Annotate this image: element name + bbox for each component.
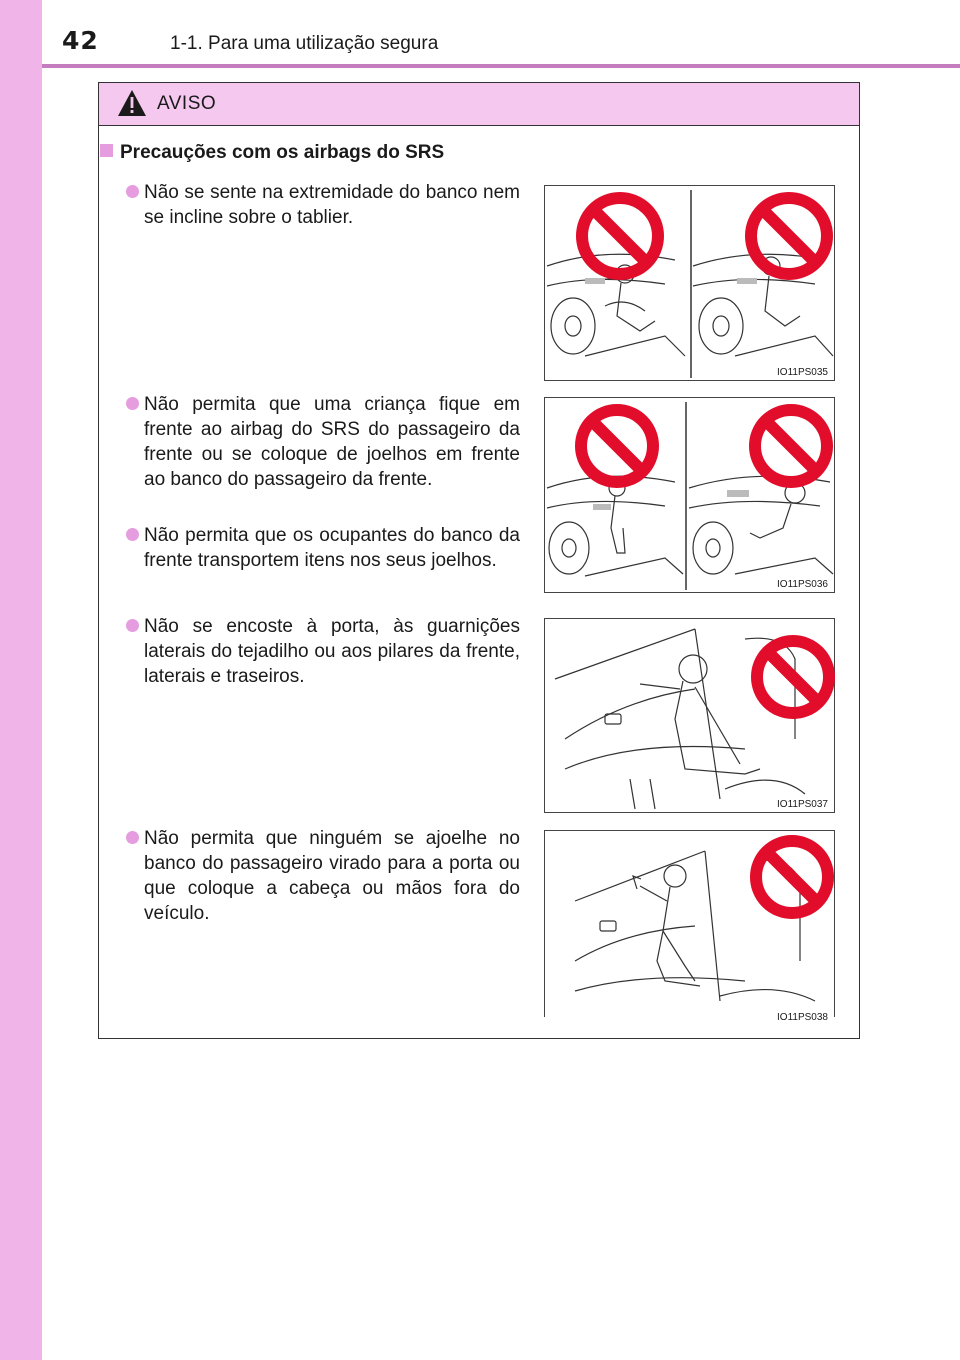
bullet-text: Não se sente na extremidade do banco nem se incline sobre o tablier. xyxy=(144,182,520,228)
bullet-text: Não permita que ninguém se ajoelhe no banco do passageiro virado para a porta ou que coloque a cabeça ou mãos fora do veículo. xyxy=(144,828,520,924)
bullet-item xyxy=(126,826,520,926)
warning-triangle-icon xyxy=(117,89,147,117)
bullet-text: Não se encoste à porta, às guarnições laterais do tejadilho ou aos pilares da frente, laterais e traseiros. xyxy=(144,616,520,687)
bullet-dot-icon xyxy=(126,619,139,632)
figure-code: IO11PS038 xyxy=(777,1012,828,1023)
illustration-leaning-on-door xyxy=(544,618,835,813)
car-interior-drawing xyxy=(545,831,836,1018)
bullet-text: Não permita que os ocupantes do banco da frente transportem itens nos seus joelhos. xyxy=(144,525,520,571)
illustration-kneeling-on-seat xyxy=(544,830,835,1023)
prohibition-icon xyxy=(582,198,658,274)
section-heading xyxy=(100,142,444,164)
prohibition-icon xyxy=(756,841,828,913)
figure-code: IO11PS035 xyxy=(777,367,828,378)
page-number: 42 xyxy=(62,26,99,55)
illustration-leaning-on-dashboard xyxy=(544,185,835,381)
prohibition-icon xyxy=(581,410,653,482)
chapter-title: 1-1. Para uma utilização segura xyxy=(170,33,439,54)
car-interior-drawing xyxy=(545,619,836,814)
square-bullet-icon xyxy=(100,144,113,157)
prohibition-icon xyxy=(755,410,827,482)
warning-label: AVISO xyxy=(157,93,217,114)
bullet-item xyxy=(126,392,520,492)
bullet-item xyxy=(126,523,520,573)
figure-code: IO11PS036 xyxy=(777,579,828,590)
bullet-text: Não permita que uma criança fique em frente ao airbag do SRS do passageiro da frente ou se coloque de joelhos em frente ao banco do passageiro da frente. xyxy=(144,394,520,490)
side-strip xyxy=(0,0,42,1360)
bullet-dot-icon xyxy=(126,397,139,410)
bullet-item xyxy=(126,614,520,689)
bullet-dot-icon xyxy=(126,831,139,844)
header-rule xyxy=(42,64,960,68)
illustration-child-in-front xyxy=(544,397,835,593)
bullet-dot-icon xyxy=(126,185,139,198)
bullet-dot-icon xyxy=(126,528,139,541)
car-interior-drawing xyxy=(545,186,836,382)
section-heading-text: Precauções com os airbags do SRS xyxy=(120,142,445,163)
warning-header xyxy=(99,83,859,126)
prohibition-icon xyxy=(757,641,829,713)
prohibition-icon xyxy=(751,198,827,274)
bullet-item xyxy=(126,180,520,230)
car-interior-drawing xyxy=(545,398,836,594)
figure-code: IO11PS037 xyxy=(777,799,828,810)
